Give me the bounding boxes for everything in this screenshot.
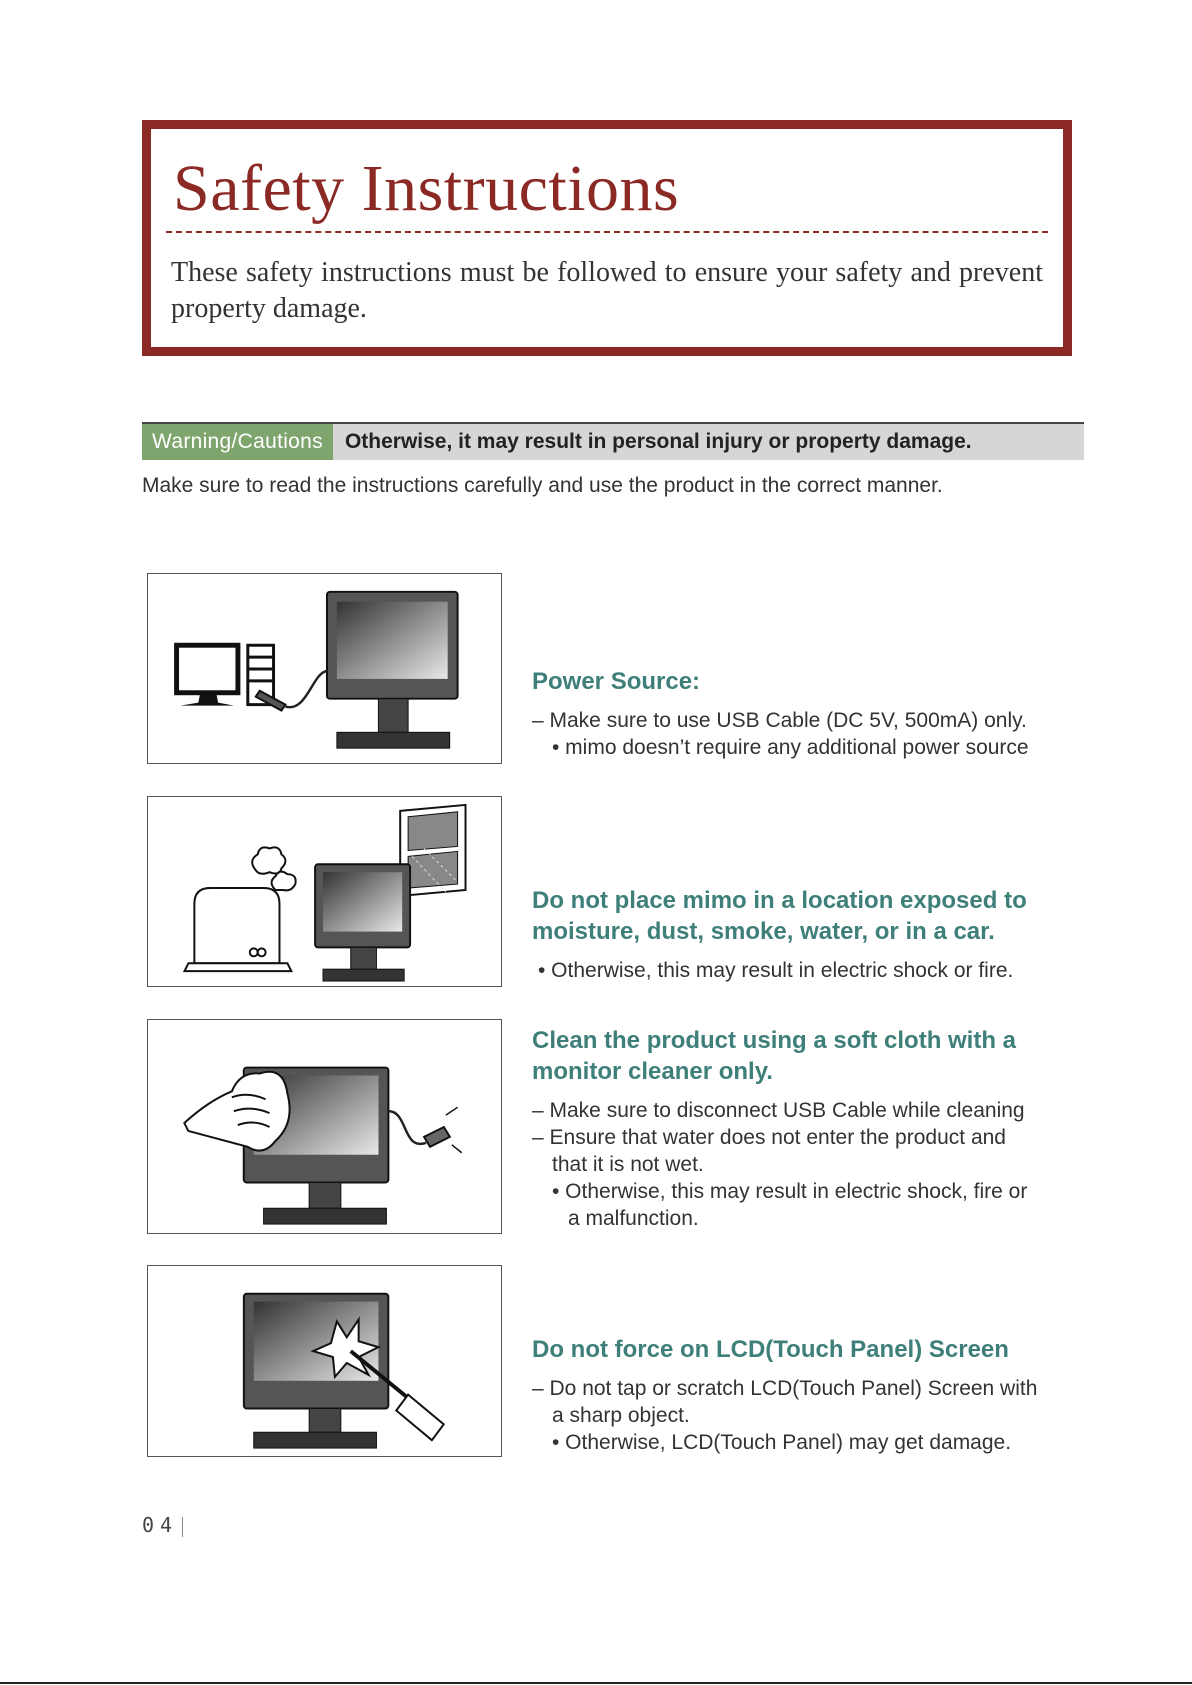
section-line: – Make sure to disconnect USB Cable while cleaning <box>532 1099 1025 1122</box>
section-line: • mimo doesn’t require any additional power source <box>552 736 1029 759</box>
figure-touch-panel <box>147 1265 502 1457</box>
heading-line: monitor cleaner only. <box>532 1058 773 1085</box>
page-number <box>142 1513 183 1537</box>
section-line: – Ensure that water does not enter the product and <box>532 1126 1006 1149</box>
section-line: – Make sure to use USB Cable (DC 5V, 500mA) only. <box>532 709 1027 732</box>
section-touch-panel <box>532 1334 1092 1456</box>
page-number-text: 04 <box>142 1513 179 1537</box>
section-line: that it is not wet. <box>552 1153 704 1176</box>
bottom-rule <box>0 1682 1192 1684</box>
warning-text: Otherwise, it may result in personal injury or property damage. <box>344 430 972 453</box>
warning-tag: Warning/Cautions <box>142 424 333 460</box>
heading-line: moisture, dust, smoke, water, or in a car. <box>532 918 995 945</box>
section-heading <box>532 1025 1092 1087</box>
section-line: – Do not tap or scratch LCD(Touch Panel) Screen with <box>532 1377 1038 1400</box>
figure-cleaning <box>147 1019 502 1234</box>
humidifier-window-illustration <box>148 797 501 986</box>
page-number-separator <box>182 1517 183 1537</box>
page-title: Safety Instructions <box>173 152 680 225</box>
title-box <box>142 120 1072 356</box>
figure-power-source <box>147 573 502 764</box>
page-subtitle: These safety instructions must be followed to ensure your safety and prevent property damage. <box>171 257 1043 324</box>
section-heading: Power Source: <box>532 668 701 695</box>
section-line: • Otherwise, this may result in electric shock, fire or <box>552 1180 1028 1203</box>
figure-location <box>147 796 502 987</box>
section-power-source <box>532 666 1092 761</box>
warning-bar <box>142 422 1084 460</box>
section-line: a malfunction. <box>568 1207 699 1230</box>
cleaning-cloth-illustration <box>148 1020 501 1233</box>
monitor-usb-illustration <box>148 574 501 763</box>
section-heading <box>532 885 1092 947</box>
dashed-divider <box>166 231 1048 233</box>
intro-text: Make sure to read the instructions carefully and use the product in the correct manner. <box>142 474 943 497</box>
heading-line: Do not place mimo in a location exposed to <box>532 887 1027 914</box>
section-heading: Do not force on LCD(Touch Panel) Screen <box>532 1336 1009 1363</box>
section-cleaning <box>532 1025 1092 1232</box>
section-line: • Otherwise, this may result in electric shock or fire. <box>538 959 1014 982</box>
section-location <box>532 885 1092 984</box>
section-line: a sharp object. <box>552 1404 690 1427</box>
heading-line: Clean the product using a soft cloth with a <box>532 1027 1017 1054</box>
screwdriver-screen-illustration <box>148 1266 501 1456</box>
section-line: • Otherwise, LCD(Touch Panel) may get damage. <box>552 1431 1012 1454</box>
